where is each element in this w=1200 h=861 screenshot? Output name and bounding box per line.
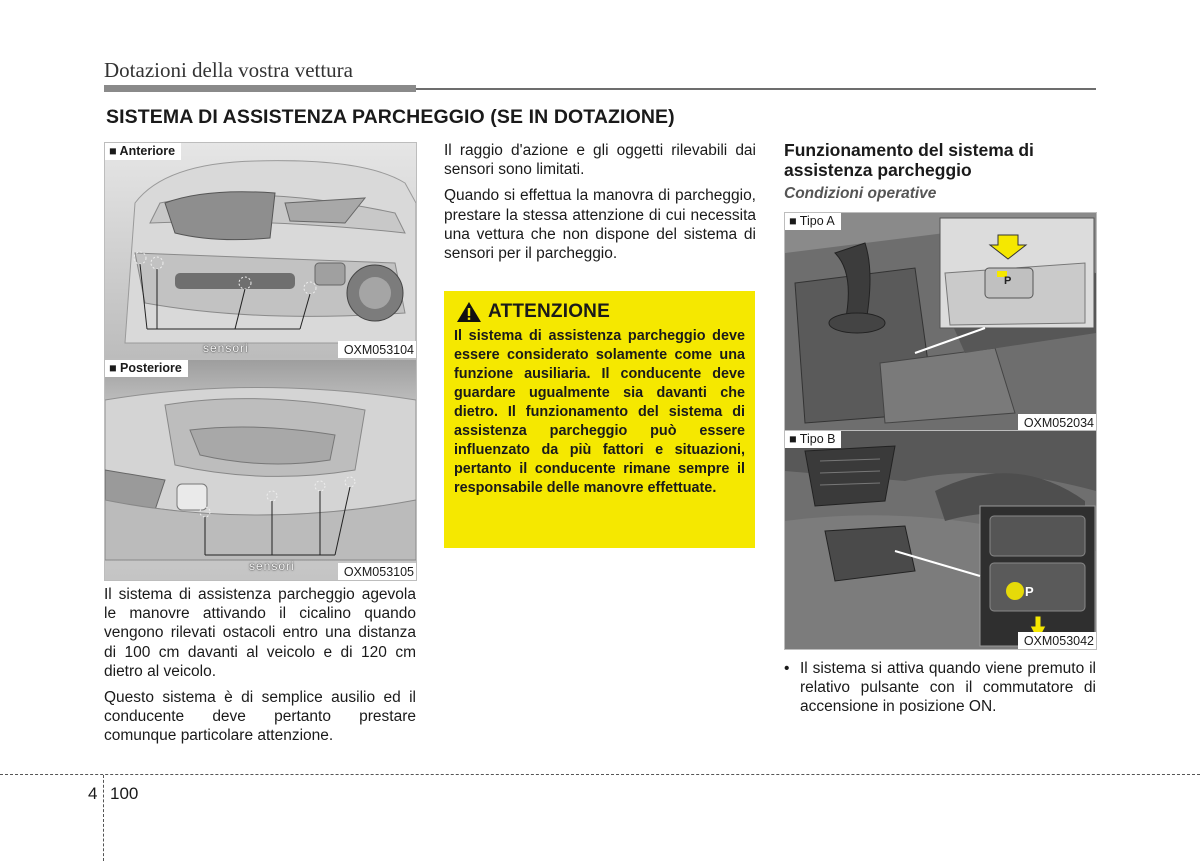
- warning-header: [456, 301, 745, 323]
- rear-figure-tag: ■ Posteriore: [105, 360, 188, 377]
- footer-rule: [0, 774, 1200, 775]
- rear-sensor-figure: [104, 359, 417, 581]
- type-b-figure-tag: ■ Tipo B: [785, 431, 841, 448]
- right-heading: Funzionamento del sistema di assistenza parcheggio: [784, 140, 1034, 180]
- type-a-figure-code: OXM052034: [1018, 414, 1096, 431]
- front-figure-tag: ■ Anteriore: [105, 143, 181, 160]
- front-sensor-figure: [104, 142, 417, 359]
- bullet-text: Il sistema si attiva quando viene premuto il relativo pulsante con il commutatore di accensione in posizione ON.: [800, 660, 1096, 715]
- type-b-figure-code: OXM053042: [1018, 632, 1096, 649]
- front-figure-code: OXM053104: [338, 341, 416, 358]
- middle-paragraph-1: Il raggio d'azione e gli oggetti rilevabili dai sensori sono limitati.: [444, 142, 756, 179]
- front-sensor-label: sensori: [203, 341, 249, 355]
- bullet-marker: •: [784, 660, 790, 677]
- warning-triangle-icon: [456, 301, 482, 323]
- right-subheading: Condizioni operative: [784, 185, 937, 202]
- left-column-text: [104, 585, 416, 753]
- type-a-figure: [784, 212, 1097, 432]
- rear-car-illustration: [105, 360, 416, 580]
- rear-figure-code: OXM053105: [338, 563, 416, 580]
- front-car-illustration: [105, 143, 416, 358]
- left-paragraph-1: Il sistema di assistenza parcheggio agevola le manovre attivando il cicalino quando vengono rilevati ostacoli entro una distanza di 100 cm davanti al veicolo e di 120 cm dietro al veicolo.: [104, 586, 416, 680]
- list-item: [784, 659, 1096, 716]
- left-paragraph-2: Questo sistema è di semplice ausilio ed il conducente deve pertanto prestare comunque particolare attenzione.: [104, 689, 416, 745]
- middle-paragraph-2: Quando si effettua la manovra di parcheggio, prestare la stessa attenzione di cui necessita una vettura che non dispone del sistema di sensori per il parcheggio.: [444, 187, 756, 263]
- type-a-console-illustration: [785, 213, 1096, 431]
- running-header: Dotazioni della vostra vettura: [104, 58, 353, 82]
- type-b-figure: [784, 430, 1097, 650]
- type-a-figure-tag: ■ Tipo A: [785, 213, 841, 230]
- type-a-button-label: P: [1004, 275, 1012, 287]
- section-title: SISTEMA DI ASSISTENZA PARCHEGGIO (SE IN DOTAZIONE): [106, 106, 675, 128]
- header-rule-thin: [416, 88, 1096, 90]
- chapter-number: 4: [88, 784, 98, 803]
- operating-conditions-list: [784, 659, 1096, 716]
- type-b-dashboard-illustration: [785, 431, 1096, 649]
- middle-column-text: [444, 141, 756, 270]
- page-number: 100: [110, 784, 139, 803]
- type-b-button-label: P: [1025, 584, 1034, 599]
- warning-text: Il sistema di assistenza parcheggio deve essere considerato solamente come una funzione ausiliaria. Il conducente deve guardare ugualmente sia davanti che dietro. Il funzionamento del sistema di assistenza parcheggio può essere influenzato da più fattori e situazioni, pertanto il conducente rimane sempre il responsabile delle manovre effettuate.: [454, 328, 745, 496]
- warning-title: ATTENZIONE: [488, 301, 610, 322]
- rear-sensor-label: sensori: [249, 559, 295, 573]
- header-rule-thick: [104, 85, 416, 92]
- warning-box: [444, 291, 755, 548]
- footer-vertical-rule: [103, 775, 104, 861]
